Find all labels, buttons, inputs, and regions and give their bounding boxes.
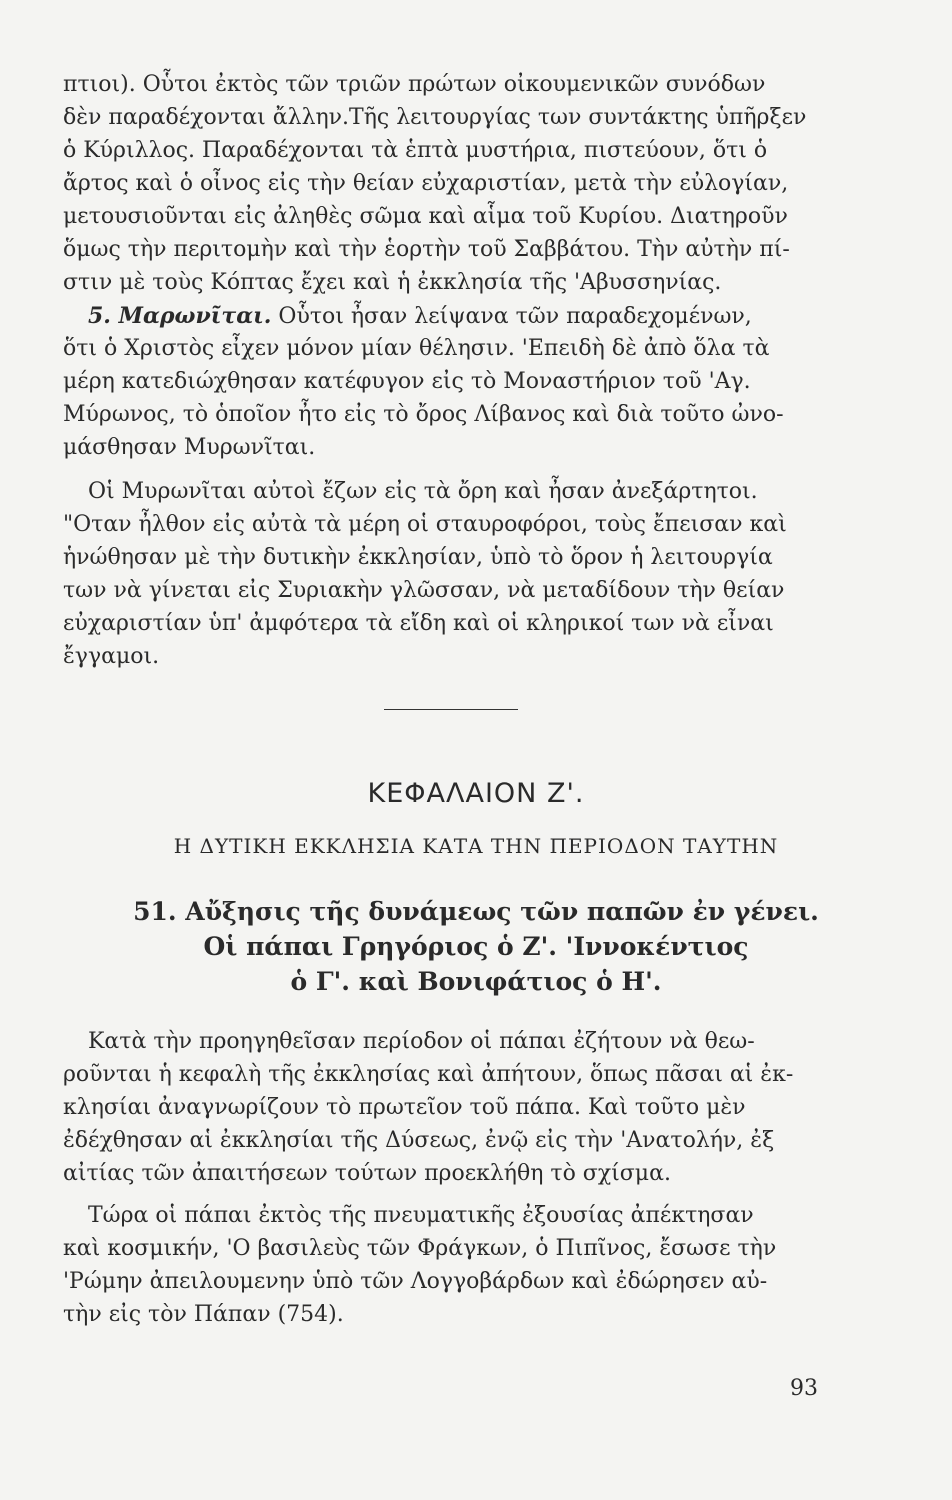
text-line: μάσθησαν Μυρωνῖται. — [63, 435, 316, 460]
text-line: μέρη κατεδιώχθησαν κατέφυγον εἰς τὸ Μοναστήριον τοῦ 'Αγ. — [63, 369, 751, 394]
text-line: ροῦνται ἡ κεφαλὴ τῆς ἐκκλησίας καὶ ἀπήτουν, ὅπως πᾶσαι αἱ ἐκ- — [63, 1062, 794, 1087]
section-heading: ὁ Γ'. καὶ Βονιφάτιος ὁ Η'. — [290, 967, 662, 996]
subsection-heading: 5. Μαρωνῖται. — [88, 303, 272, 329]
section-heading: 51. Αὔξησις τῆς δυνάμεως τῶν παπῶν ἐν γένει. — [133, 897, 819, 926]
text-line: Μύρωνος, τὸ ὁποῖον ἦτο εἰς τὸ ὄρος Λίβανος καὶ διὰ τοῦτο ὠνο- — [63, 402, 784, 427]
text-line: μετουσιοῦνται εἰς ἀληθὲς σῶμα καὶ αἷμα τοῦ Κυρίου. Διατηροῦν — [63, 204, 788, 229]
text-line: εὐχαριστίαν ὑπ' ἀμφότερα τὰ εἴδη καὶ οἱ κληρικοί των νὰ εἶναι — [63, 611, 774, 636]
section-heading: Οἱ πάπαι Γρηγόριος ὁ Ζ'. 'Ιννοκέντιος — [203, 932, 749, 961]
section-divider — [384, 709, 518, 710]
text-line: Οἱ Μυρωνῖται αὐτοὶ ἔζων εἰς τὰ ὄρη καὶ ἦσαν ἀνεξάρτητοι. — [88, 479, 758, 504]
text-line: αἰτίας τῶν ἀπαιτήσεων τούτων προεκλήθη τὸ σχίσμα. — [63, 1161, 671, 1186]
text-line: ὅμως τὴν περιτομὴν καὶ τὴν ἑορτὴν τοῦ Σαββάτου. Τὴν αὐτὴν πί- — [63, 237, 790, 262]
chapter-title: ΚΕΦΑΛΑΙΟΝ Ζ'. — [367, 778, 585, 809]
text-line: ὅτι ὁ Χριστὸς εἶχεν μόνον μίαν θέλησιν. 'Επειδὴ δὲ ἀπὸ ὅλα τὰ — [63, 336, 770, 361]
text-line: ἔγγαμοι. — [63, 644, 160, 669]
text-line: καὶ κοσμικήν, 'Ο βασιλεὺς τῶν Φράγκων, ὁ Πιπῖνος, ἔσωσε τὴν — [63, 1236, 777, 1261]
text-line: ἐδέχθησαν αἱ ἐκκλησίαι τῆς Δύσεως, ἐνῷ εἰς τὴν 'Ανατολήν, ἐξ — [63, 1128, 775, 1153]
text-line: ἡνώθησαν μὲ τὴν δυτικὴν ἐκκλησίαν, ὑπὸ τὸ ὅρον ἡ λειτουργία — [63, 545, 773, 570]
text-line: ὁ Κύριλλος. Παραδέχονται τὰ ἑπτὰ μυστήρια, πιστεύουν, ὅτι ὁ — [63, 138, 768, 163]
text-line: ἄρτος καὶ ὁ οἶνος εἰς τὴν θείαν εὐχαριστίαν, μετὰ τὴν εὐλογίαν, — [63, 171, 789, 196]
text-line: Κατὰ τὴν προηγηθεῖσαν περίοδον οἱ πάπαι ἐζήτουν νὰ θεω- — [88, 1029, 755, 1054]
chapter-subtitle: Η ΔΥΤΙΚΗ ΕΚΚΛΗΣΙΑ ΚΑΤΑ ΤΗΝ ΠΕΡΙΟΔΟΝ ΤΑΥΤΗΝ — [173, 834, 779, 858]
text-line: των νὰ γίνεται εἰς Συριακὴν γλῶσσαν, νὰ μεταδίδουν τὴν θείαν — [63, 578, 785, 603]
text-line: Τώρα οἱ πάπαι ἐκτὸς τῆς πνευματικῆς ἐξουσίας ἀπέκτησαν — [88, 1203, 754, 1228]
text-line: κλησίαι ἀναγνωρίζουν τὸ πρωτεῖον τοῦ πάπα. Καὶ τοῦτο μὲν — [63, 1095, 746, 1120]
text-line: 'Ρώμην ἀπειλουμενην ὑπὸ τῶν Λογγοβάρδων καὶ ἐδώρησεν αὐ- — [63, 1269, 768, 1294]
subsection-line — [88, 301, 952, 332]
subsection-heading-rest: Οὗτοι ἦσαν λείψανα τῶν παραδεχομένων, — [271, 304, 752, 329]
text-line: τὴν εἰς τὸν Πάπαν (754). — [63, 1302, 344, 1327]
text-line: πτιοι). Οὗτοι ἐκτὸς τῶν τριῶν πρώτων οἰκουμενικῶν συνόδων — [63, 72, 766, 97]
text-line: δὲν παραδέχονται ἄλλην.Τῆς λειτουργίας των συντάκτης ὑπῆρξεν — [63, 105, 807, 130]
text-line: "Οταν ἦλθον εἰς αὐτὰ τὰ μέρη οἱ σταυροφόροι, τοὺς ἔπεισαν καὶ — [63, 512, 787, 537]
page-number: 93 — [790, 1376, 818, 1401]
text-line: στιν μὲ τοὺς Κόπτας ἔχει καὶ ἡ ἐκκλησία τῆς 'Αβυσσηνίας. — [63, 270, 722, 295]
